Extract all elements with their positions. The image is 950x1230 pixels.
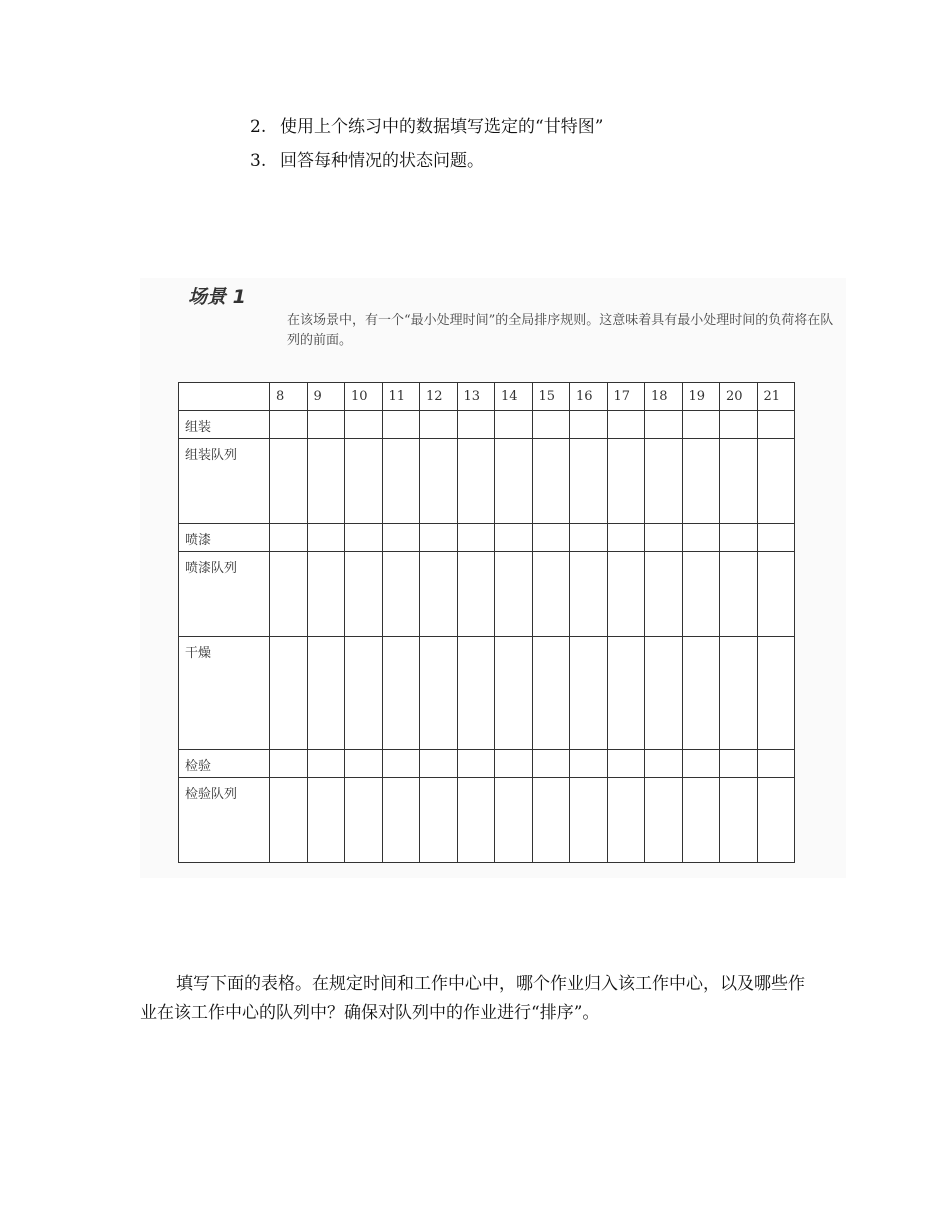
work-center-label: 组装 <box>179 411 270 439</box>
scenario-panel <box>140 278 846 878</box>
gantt-row <box>179 750 795 778</box>
gantt-cell[interactable] <box>645 778 683 863</box>
gantt-cell[interactable] <box>570 778 608 863</box>
work-center-label: 组装队列 <box>179 439 270 524</box>
hour-header: 11 <box>382 383 420 411</box>
gantt-cell[interactable] <box>607 750 645 778</box>
gantt-cell[interactable] <box>270 524 308 552</box>
gantt-cell[interactable] <box>307 411 345 439</box>
hour-header: 14 <box>495 383 533 411</box>
work-center-label: 干燥 <box>179 637 270 750</box>
hour-header: 15 <box>532 383 570 411</box>
gantt-cell[interactable] <box>757 411 795 439</box>
gantt-row <box>179 778 795 863</box>
gantt-cell[interactable] <box>495 778 533 863</box>
gantt-cell[interactable] <box>682 552 720 637</box>
gantt-cell[interactable] <box>457 637 495 750</box>
gantt-cell[interactable] <box>607 439 645 524</box>
gantt-cell[interactable] <box>420 552 458 637</box>
gantt-cell[interactable] <box>645 439 683 524</box>
gantt-cell[interactable] <box>345 637 383 750</box>
gantt-cell[interactable] <box>682 637 720 750</box>
gantt-cell[interactable] <box>307 637 345 750</box>
gantt-cell[interactable] <box>532 439 570 524</box>
gantt-cell[interactable] <box>757 750 795 778</box>
step-item <box>250 110 603 144</box>
gantt-cell[interactable] <box>420 411 458 439</box>
gantt-cell[interactable] <box>345 439 383 524</box>
corner-cell <box>179 383 270 411</box>
work-center-label: 喷漆队列 <box>179 552 270 637</box>
gantt-cell[interactable] <box>645 552 683 637</box>
scenario-title: 场景 1 <box>188 286 246 308</box>
gantt-cell[interactable] <box>457 778 495 863</box>
hour-header: 8 <box>270 383 308 411</box>
gantt-cell[interactable] <box>420 750 458 778</box>
gantt-cell[interactable] <box>307 552 345 637</box>
gantt-cell[interactable] <box>495 552 533 637</box>
gantt-cell[interactable] <box>532 750 570 778</box>
gantt-cell[interactable] <box>607 552 645 637</box>
gantt-cell[interactable] <box>532 778 570 863</box>
step-number: 2. <box>250 117 267 137</box>
gantt-cell[interactable] <box>757 524 795 552</box>
gantt-cell[interactable] <box>682 524 720 552</box>
gantt-cell[interactable] <box>570 524 608 552</box>
gantt-cell[interactable] <box>720 524 758 552</box>
gantt-row <box>179 552 795 637</box>
gantt-cell[interactable] <box>457 524 495 552</box>
gantt-cell[interactable] <box>345 552 383 637</box>
scenario-description: 在该场景中，有一个“最小处理时间”的全局排序规则。这意味着具有最小处理时间的负荷将在队列的前面。 <box>287 313 834 348</box>
hour-header: 9 <box>307 383 345 411</box>
hour-header: 17 <box>607 383 645 411</box>
gantt-cell[interactable] <box>607 411 645 439</box>
gantt-cell[interactable] <box>420 439 458 524</box>
gantt-cell[interactable] <box>757 552 795 637</box>
work-center-label: 检验队列 <box>179 778 270 863</box>
gantt-cell[interactable] <box>495 524 533 552</box>
gantt-cell[interactable] <box>307 778 345 863</box>
gantt-cell[interactable] <box>382 552 420 637</box>
gantt-cell[interactable] <box>382 439 420 524</box>
gantt-cell[interactable] <box>307 439 345 524</box>
step-text: 回答每种情况的状态问题。 <box>280 151 484 171</box>
gantt-cell[interactable] <box>270 750 308 778</box>
gantt-cell[interactable] <box>720 778 758 863</box>
work-center-label: 喷漆 <box>179 524 270 552</box>
gantt-cell[interactable] <box>382 524 420 552</box>
gantt-cell[interactable] <box>645 750 683 778</box>
hour-header: 12 <box>420 383 458 411</box>
hour-header: 18 <box>645 383 683 411</box>
step-item <box>250 144 603 178</box>
hour-header: 21 <box>757 383 795 411</box>
gantt-cell[interactable] <box>382 411 420 439</box>
gantt-cell[interactable] <box>270 411 308 439</box>
gantt-cell[interactable] <box>720 637 758 750</box>
gantt-cell[interactable] <box>307 524 345 552</box>
gantt-cell[interactable] <box>382 637 420 750</box>
gantt-cell[interactable] <box>607 637 645 750</box>
gantt-row <box>179 439 795 524</box>
gantt-cell[interactable] <box>345 524 383 552</box>
gantt-cell[interactable] <box>457 750 495 778</box>
gantt-cell[interactable] <box>570 637 608 750</box>
gantt-cell[interactable] <box>720 411 758 439</box>
gantt-cell[interactable] <box>682 439 720 524</box>
gantt-cell[interactable] <box>570 750 608 778</box>
gantt-cell[interactable] <box>270 439 308 524</box>
gantt-cell[interactable] <box>345 750 383 778</box>
gantt-cell[interactable] <box>532 524 570 552</box>
gantt-cell[interactable] <box>757 637 795 750</box>
gantt-cell[interactable] <box>382 750 420 778</box>
step-number: 3. <box>250 151 267 171</box>
gantt-cell[interactable] <box>345 778 383 863</box>
gantt-cell[interactable] <box>270 778 308 863</box>
hour-header: 16 <box>570 383 608 411</box>
gantt-cell[interactable] <box>457 411 495 439</box>
gantt-cell[interactable] <box>495 637 533 750</box>
gantt-cell[interactable] <box>757 439 795 524</box>
gantt-cell[interactable] <box>570 552 608 637</box>
gantt-cell[interactable] <box>420 524 458 552</box>
hour-header: 19 <box>682 383 720 411</box>
gantt-cell[interactable] <box>457 439 495 524</box>
gantt-cell[interactable] <box>607 524 645 552</box>
hour-header: 10 <box>345 383 383 411</box>
instruction-paragraph: 填写下面的表格。在规定时间和工作中心中，哪个作业归入该工作中心，以及哪些作业在该工作中心的队列中？确保对队列中的作业进行“排序”。 <box>140 974 805 1023</box>
work-center-label: 检验 <box>179 750 270 778</box>
gantt-row <box>179 524 795 552</box>
gantt-cell[interactable] <box>457 552 495 637</box>
gantt-cell[interactable] <box>270 637 308 750</box>
hour-header: 20 <box>720 383 758 411</box>
gantt-cell[interactable] <box>307 750 345 778</box>
gantt-cell[interactable] <box>720 552 758 637</box>
step-list <box>250 110 603 178</box>
gantt-cell[interactable] <box>345 411 383 439</box>
gantt-cell[interactable] <box>420 778 458 863</box>
gantt-cell[interactable] <box>757 778 795 863</box>
gantt-cell[interactable] <box>420 637 458 750</box>
step-text: 使用上个练习中的数据填写选定的“甘特图” <box>280 117 604 137</box>
gantt-cell[interactable] <box>720 439 758 524</box>
gantt-cell[interactable] <box>682 411 720 439</box>
gantt-row <box>179 411 795 439</box>
gantt-cell[interactable] <box>645 637 683 750</box>
gantt-cell[interactable] <box>720 750 758 778</box>
gantt-cell[interactable] <box>645 411 683 439</box>
gantt-cell[interactable] <box>270 552 308 637</box>
gantt-cell[interactable] <box>532 552 570 637</box>
gantt-cell[interactable] <box>382 778 420 863</box>
gantt-cell[interactable] <box>495 411 533 439</box>
gantt-table <box>178 382 795 863</box>
gantt-cell[interactable] <box>570 439 608 524</box>
gantt-cell[interactable] <box>495 750 533 778</box>
gantt-cell[interactable] <box>495 439 533 524</box>
hour-header: 13 <box>457 383 495 411</box>
gantt-cell[interactable] <box>532 637 570 750</box>
gantt-cell[interactable] <box>645 524 683 552</box>
gantt-cell[interactable] <box>682 750 720 778</box>
gantt-cell[interactable] <box>682 778 720 863</box>
gantt-row <box>179 637 795 750</box>
gantt-cell[interactable] <box>607 778 645 863</box>
gantt-header-row <box>179 383 795 411</box>
gantt-cell[interactable] <box>532 411 570 439</box>
gantt-cell[interactable] <box>570 411 608 439</box>
